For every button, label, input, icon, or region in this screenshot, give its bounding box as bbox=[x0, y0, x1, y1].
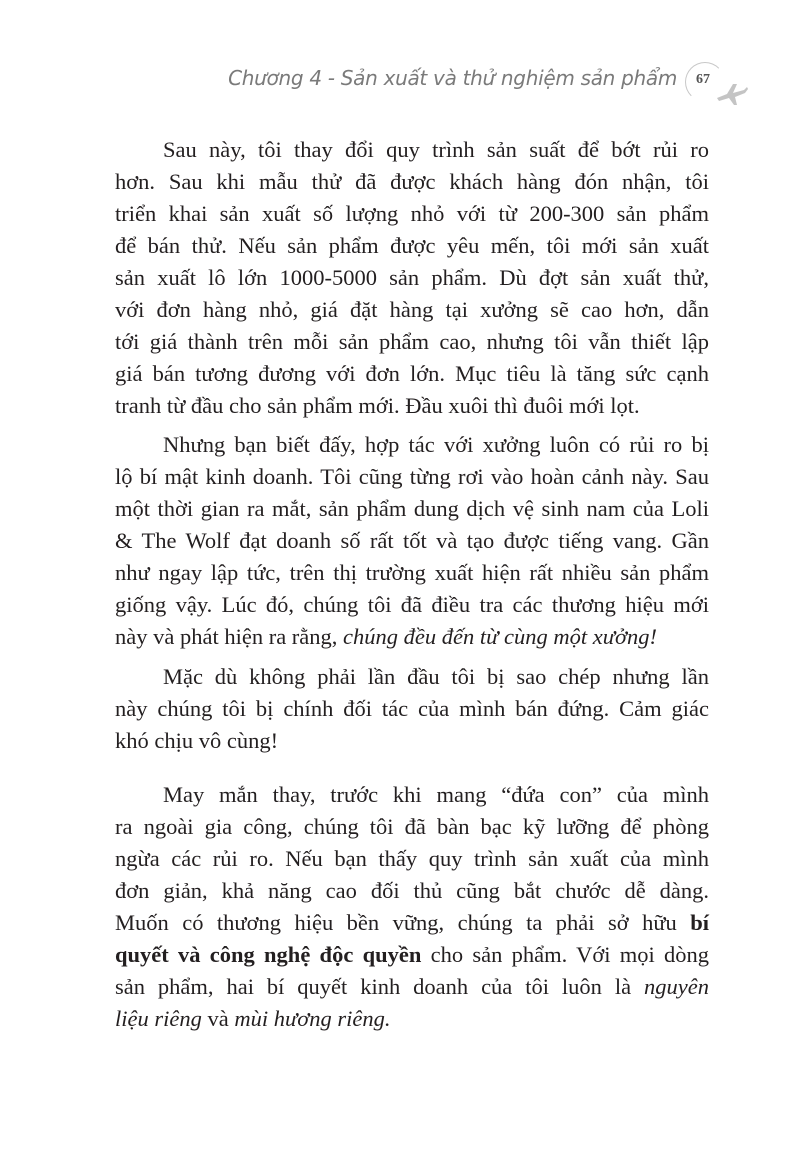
text-line bbox=[115, 939, 709, 971]
text-line bbox=[115, 358, 709, 390]
text-line bbox=[115, 326, 709, 358]
text-segment: Muốn có thương hiệu bền vững, chúng ta phải sở hữu bbox=[115, 910, 691, 935]
text-line bbox=[115, 230, 709, 262]
text-line bbox=[115, 843, 709, 875]
text-line bbox=[115, 461, 709, 493]
paragraph bbox=[115, 661, 709, 757]
text-line bbox=[115, 493, 709, 525]
text-segment: Nhưng bạn biết đấy, hợp tác với xưởng luôn có rủi ro bị bbox=[163, 432, 709, 457]
text-segment: giá bán tương đương với đơn lớn. Mục tiêu là tăng sức cạnh bbox=[115, 361, 709, 386]
airplane-icon bbox=[713, 78, 749, 108]
text-segment: giống vậy. Lúc đó, chúng tôi đã điều tra các thương hiệu mới bbox=[115, 592, 709, 617]
italic-text: nguyên bbox=[644, 974, 709, 999]
text-segment: như ngay lập tức, trên thị trường xuất hiện rất nhiều sản phẩm bbox=[115, 560, 709, 585]
paragraph bbox=[115, 429, 709, 653]
text-line bbox=[115, 589, 709, 621]
text-segment: lộ bí mật kinh doanh. Tôi cũng từng rơi vào hoàn cảnh này. Sau bbox=[115, 464, 709, 489]
text-line bbox=[115, 134, 709, 166]
text-segment: sản phẩm, hai bí quyết kinh doanh của tôi luôn là bbox=[115, 974, 645, 999]
italic-text: liệu riêng bbox=[115, 1006, 202, 1031]
text-segment: triển khai sản xuất số lượng nhỏ với từ 200-300 sản phẩm bbox=[115, 201, 709, 226]
italic-text: mùi hương riêng. bbox=[234, 1006, 391, 1031]
text-line bbox=[115, 693, 709, 725]
text-line bbox=[115, 725, 709, 757]
bold-text: bí bbox=[690, 910, 709, 935]
text-line bbox=[115, 390, 709, 422]
bold-text: quyết và công nghệ độc quyền bbox=[115, 942, 422, 967]
text-line bbox=[115, 907, 709, 939]
text-segment: một thời gian ra mắt, sản phẩm dung dịch vệ sinh nam của Loli bbox=[115, 496, 709, 521]
text-segment: Mặc dù không phải lần đầu tôi bị sao chép nhưng lần bbox=[163, 664, 709, 689]
text-line bbox=[115, 557, 709, 589]
text-line bbox=[115, 971, 709, 1003]
text-line bbox=[115, 779, 709, 811]
text-line bbox=[115, 166, 709, 198]
text-segment: và bbox=[201, 1006, 235, 1031]
text-segment: ra ngoài gia công, chúng tôi đã bàn bạc kỹ lưỡng để phòng bbox=[115, 814, 709, 839]
italic-text: chúng đều đến từ cùng một xưởng! bbox=[343, 624, 658, 649]
text-line bbox=[115, 525, 709, 557]
text-segment: hơn. Sau khi mẫu thử đã được khách hàng đón nhận, tôi bbox=[115, 169, 709, 194]
text-line bbox=[115, 262, 709, 294]
text-segment: tới giá thành trên mỗi sản phẩm cao, nhưng tôi vẫn thiết lập bbox=[115, 329, 709, 354]
text-segment: với đơn hàng nhỏ, giá đặt hàng tại xưởng sẽ cao hơn, dẫn bbox=[115, 297, 709, 322]
text-segment: tranh từ đầu cho sản phẩm mới. Đầu xuôi thì đuôi mới lọt. bbox=[115, 393, 640, 418]
text-segment: May mắn thay, trước khi mang “đứa con” của mình bbox=[163, 782, 709, 807]
chapter-header: Chương 4 - Sản xuất và thử nghiệm sản phẩm bbox=[228, 66, 677, 90]
text-segment: sản xuất lô lớn 1000-5000 sản phẩm. Dù đợt sản xuất thử, bbox=[115, 265, 709, 290]
paragraph bbox=[115, 134, 709, 422]
text-segment: đơn giản, khả năng cao đối thủ cũng bắt chước dễ dàng. bbox=[115, 878, 709, 903]
text-line bbox=[115, 661, 709, 693]
text-segment: Sau này, tôi thay đổi quy trình sản suất để bớt rủi ro bbox=[163, 137, 709, 162]
text-line bbox=[115, 1003, 709, 1035]
text-segment: ngừa các rủi ro. Nếu bạn thấy quy trình sản xuất của mình bbox=[115, 846, 709, 871]
page-number: 67 bbox=[696, 72, 710, 87]
text-line bbox=[115, 294, 709, 326]
text-segment: này chúng tôi bị chính đối tác của mình bán đứng. Cảm giác bbox=[115, 696, 709, 721]
paragraph bbox=[115, 779, 709, 1035]
text-line bbox=[115, 621, 709, 653]
text-line bbox=[115, 875, 709, 907]
text-line bbox=[115, 198, 709, 230]
text-segment: này và phát hiện ra rằng, bbox=[115, 624, 344, 649]
text-segment: để bán thử. Nếu sản phẩm được yêu mến, tôi mới sản xuất bbox=[115, 233, 709, 258]
text-line bbox=[115, 429, 709, 461]
text-segment: cho sản phẩm. Với mọi dòng bbox=[421, 942, 710, 967]
text-segment: khó chịu vô cùng! bbox=[115, 728, 279, 753]
text-line bbox=[115, 811, 709, 843]
text-segment: & The Wolf đạt doanh số rất tốt và tạo được tiếng vang. Gần bbox=[115, 528, 709, 553]
